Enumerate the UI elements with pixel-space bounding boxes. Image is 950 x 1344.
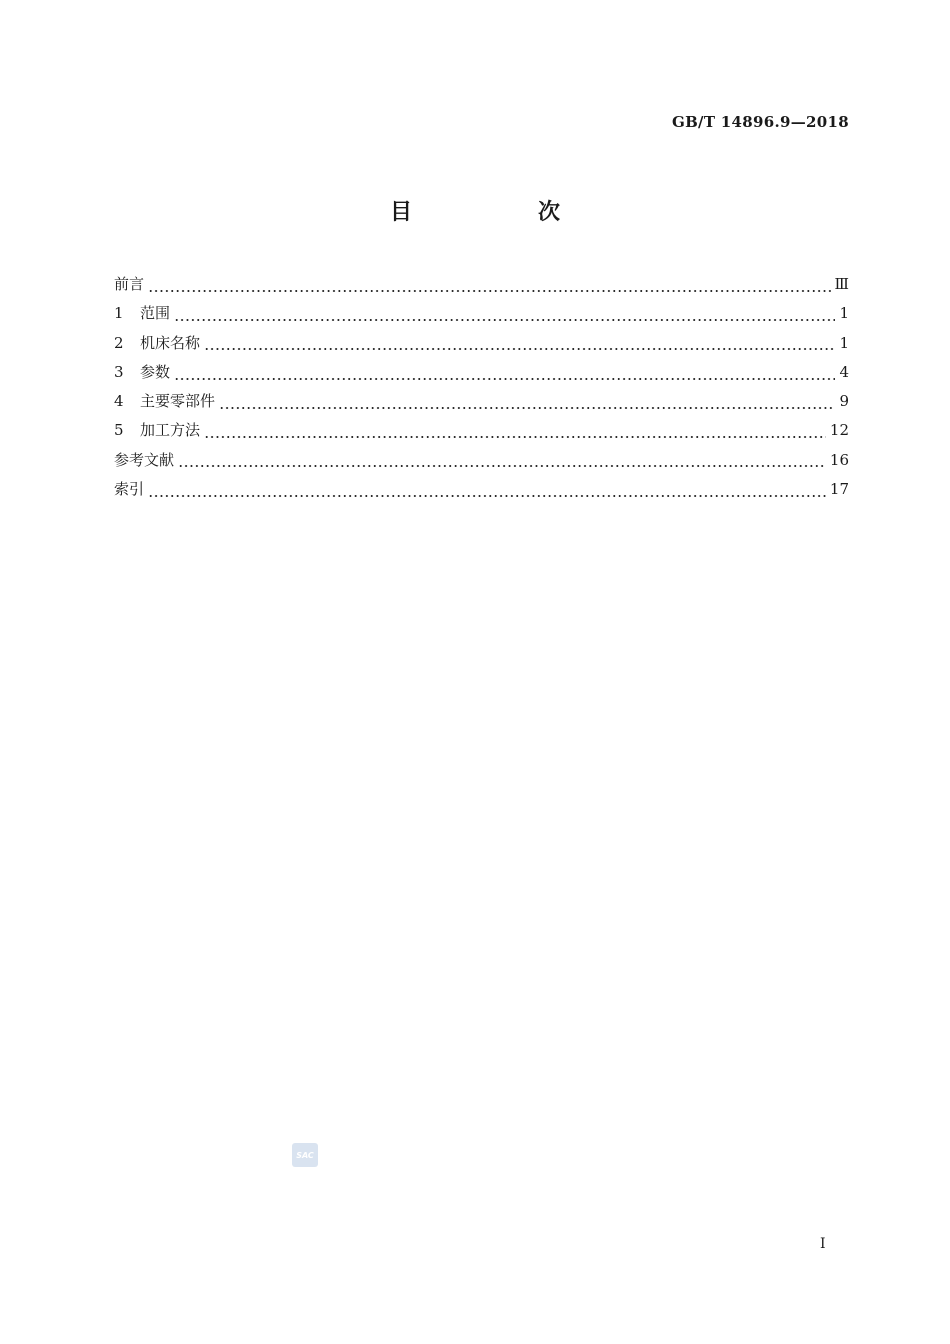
- toc-leader-dots: [204, 435, 826, 439]
- table-of-contents: [114, 274, 849, 508]
- page-number: I: [820, 1236, 826, 1252]
- toc-entry-machine-names[interactable]: [114, 333, 849, 362]
- toc-leader-dots: [148, 494, 826, 498]
- toc-page-number: 1: [839, 333, 849, 352]
- toc-entry-main-components[interactable]: [114, 391, 849, 420]
- toc-leader-dots: [174, 377, 835, 381]
- toc-leader-dots: [174, 318, 835, 322]
- toc-leader-dots: [219, 406, 835, 410]
- toc-section-number: 4: [114, 392, 124, 411]
- toc-entry-machining-methods[interactable]: [114, 420, 849, 449]
- standard-number: GB/T 14896.9—2018: [671, 113, 849, 131]
- toc-label: 参考文献: [114, 450, 175, 469]
- toc-page-number: 16: [829, 450, 849, 469]
- toc-leader-dots: [178, 464, 826, 468]
- toc-page-number: 9: [839, 392, 849, 411]
- toc-entry-scope[interactable]: [114, 303, 849, 332]
- toc-label: 范围: [140, 304, 171, 323]
- toc-page-number: 12: [829, 421, 849, 440]
- toc-entry-parameters[interactable]: [114, 362, 849, 391]
- toc-page-number: 17: [829, 480, 849, 499]
- toc-entry-foreword[interactable]: [114, 274, 849, 303]
- page-title: 目 次: [389, 200, 612, 225]
- toc-entry-bibliography[interactable]: [114, 450, 849, 479]
- toc-section-number: 5: [114, 421, 124, 440]
- toc-section-number: 3: [114, 362, 124, 381]
- toc-entry-index[interactable]: [114, 479, 849, 508]
- toc-section-number: 1: [114, 304, 124, 323]
- toc-page-number: Ⅲ: [834, 275, 849, 293]
- toc-label: 前言: [114, 275, 145, 293]
- toc-page-number: 1: [839, 304, 849, 323]
- sac-watermark-stamp: SAC: [292, 1143, 318, 1167]
- toc-label: 机床名称: [140, 333, 201, 352]
- toc-leader-dots: [148, 289, 831, 293]
- toc-label: 加工方法: [140, 421, 201, 440]
- toc-label: 索引: [114, 480, 145, 499]
- toc-page-number: 4: [839, 362, 849, 381]
- toc-leader-dots: [204, 347, 835, 351]
- toc-label: 主要零部件: [140, 392, 216, 411]
- toc-label: 参数: [140, 362, 171, 381]
- toc-section-number: 2: [114, 333, 124, 352]
